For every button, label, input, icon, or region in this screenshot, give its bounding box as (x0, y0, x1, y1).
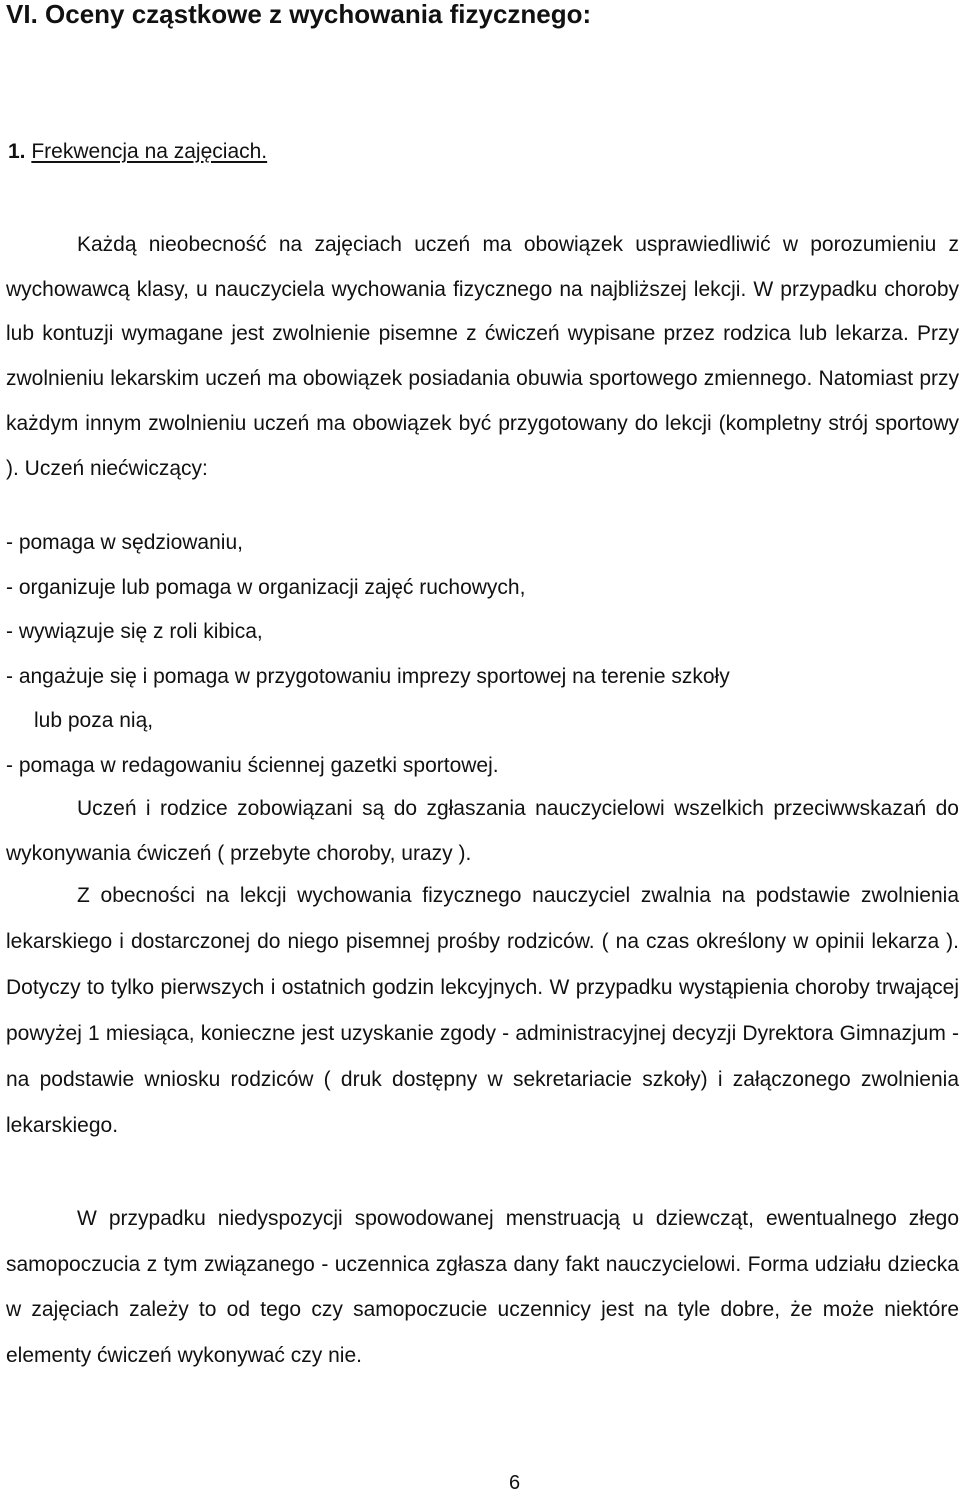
page-number: 6 (509, 1472, 521, 1494)
list-item-continuation: lub poza nią, (34, 709, 154, 732)
list-item: - wywiązuje się z roli kibica, (6, 620, 263, 643)
list-item: - pomaga w sędziowaniu, (6, 531, 243, 554)
list-item: - angażuje się i pomaga w przygotowaniu imprezy sportowej na terenie szkoły (6, 664, 730, 688)
paragraph-menstruation: W przypadku niedyspozycji spowodowanej menstruacją u dziewcząt, ewentualnego złego samopoczucia z tym związanego - uczennica zgłasza dany fakt nauczycielowi. Forma udziału dziecka w zajęciach zależy to od tego czy samopoczucie uczennicy jest na tyle dobre, że może niektóre elementy ćwiczeń wykonywać czy nie. (6, 1207, 959, 1368)
paragraph-contraindications: Uczeń i rodzice zobowiązani są do zgłaszania nauczycielowi wszelkich przeciwwskazań do wykonywania ćwiczeń ( przebyte choroby, urazy ). (6, 797, 959, 865)
section-number: 1. (8, 140, 26, 163)
paragraph-absence-rules: Każdą nieobecność na zajęciach uczeń ma obowiązek usprawiedliwić w porozumieniu z wychowawcą klasy, u nauczyciela wychowania fizycznego na najbliższej lekcji. W przypadku choroby lub kontuzji wymagane jest zwolnienie pisemne z ćwiczeń wypisane przez rodzica lub lekarza. Przy zwolnieniu lekarskim uczeń ma obowiązek posiadania obuwia sportowego zmiennego. Natomiast przy każdym innym zwolnieniu uczeń ma obowiązek być przygotowany do lekcji (kompletny strój sportowy ). Uczeń niećwiczący: (6, 233, 959, 480)
list-item: - pomaga w redagowaniu ściennej gazetki sportowej. (6, 753, 499, 777)
paragraph-medical-exemption: Z obecności na lekcji wychowania fizycznego nauczyciel zwalnia na podstawie zwolnienia lekarskiego i dostarczonej do niego pisemnej prośby rodziców. ( na czas określony w opinii lekarza ). Dotyczy to tylko pierwszych i ostatnich godzin lekcyjnych. W przypadku wystąpienia choroby trwającej powyżej 1 miesiąca, konieczne jest uzyskanie zgody - administracyjnej decyzji Dyrektora Gimnazjum - na podstawie wniosku rodziców ( druk dostępny w sekretariacie szkoły) i załączonego zwolnienia lekarskiego. (6, 884, 959, 1137)
section-heading (8, 139, 267, 165)
non-exercising-duties-list (6, 521, 946, 788)
list-item: - organizuje lub pomaga w organizacji zajęć ruchowych, (6, 575, 526, 599)
page-heading: VI. Oceny cząstkowe z wychowania fizycznego: (6, 0, 592, 29)
section-title: Frekwencja na zajęciach. (31, 140, 268, 163)
